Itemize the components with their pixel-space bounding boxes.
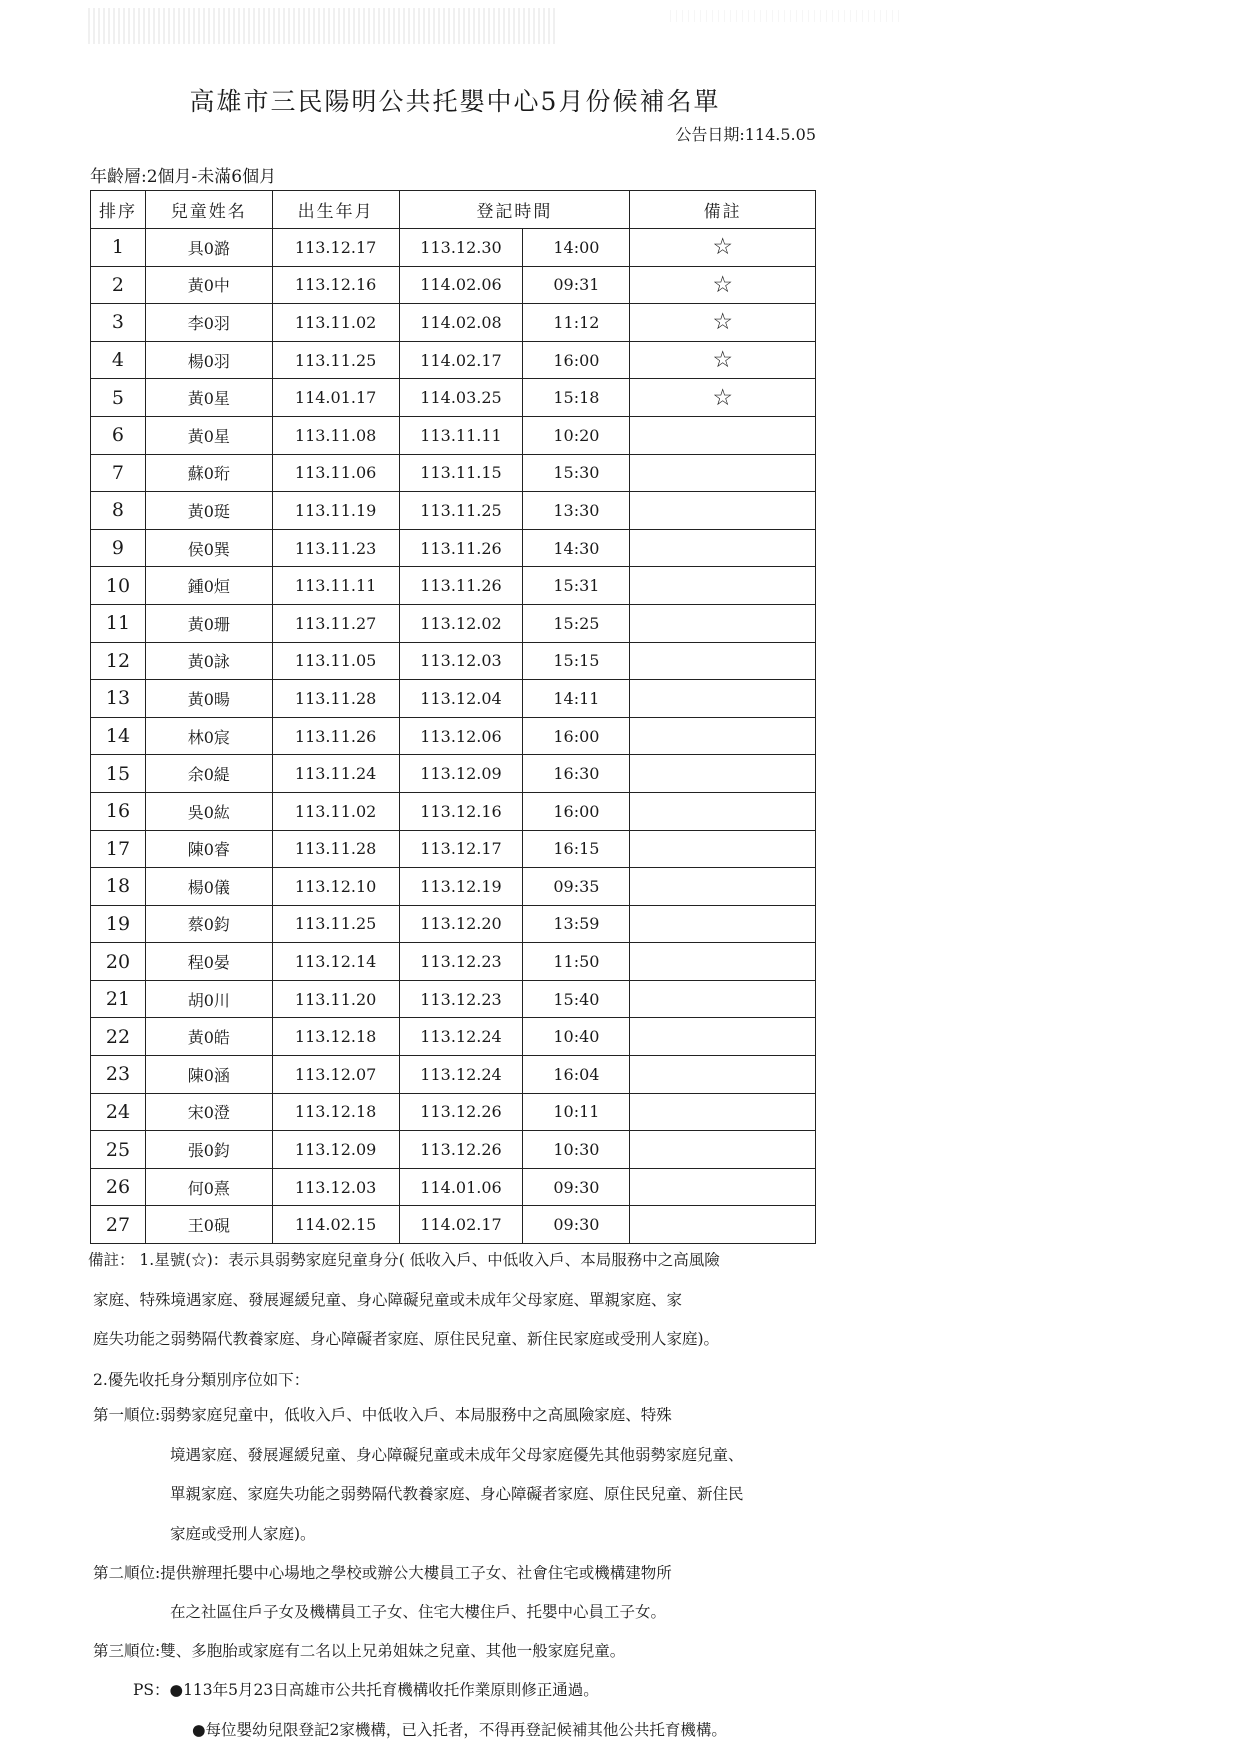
- cell-remark: [630, 1056, 816, 1094]
- cell-birth: 113.12.17: [272, 229, 399, 267]
- cell-remark: [630, 717, 816, 755]
- cell-reg-date: 113.12.17: [399, 830, 523, 868]
- note-line: ●每位嬰幼兒限登記2家機構，已入托者，不得再登記候補其他公共托育機構。: [192, 1721, 727, 1739]
- cell-birth: 113.11.25: [272, 341, 399, 379]
- table-row: [91, 454, 816, 492]
- cell-reg-time: 10:11: [523, 1093, 630, 1131]
- table-row: [91, 1018, 816, 1056]
- table-row: [91, 567, 816, 605]
- cell-birth: 113.12.09: [272, 1131, 399, 1169]
- cell-reg-date: 113.12.09: [399, 755, 523, 793]
- cell-reg-date: 113.12.23: [399, 980, 523, 1018]
- cell-rank: 9: [91, 529, 146, 567]
- cell-remark: [630, 755, 816, 793]
- cell-birth: 113.11.28: [272, 680, 399, 718]
- cell-remark: [630, 792, 816, 830]
- cell-reg-date: 113.12.16: [399, 792, 523, 830]
- cell-name: 陳0睿: [145, 830, 272, 868]
- cell-reg-time: 09:35: [523, 868, 630, 906]
- cell-birth: 113.11.23: [272, 529, 399, 567]
- cell-rank: 2: [91, 266, 146, 304]
- cell-name: 吳0紘: [145, 792, 272, 830]
- table-row: [91, 1093, 816, 1131]
- cell-name: 蔡0鈞: [145, 905, 272, 943]
- table-row: [91, 792, 816, 830]
- note-line: 備註： 1.星號(☆)：表示具弱勢家庭兒童身分( 低收入戶、中低收入戶、本局服務中之高風險: [88, 1251, 720, 1269]
- cell-name: 黃0皓: [145, 1018, 272, 1056]
- cell-reg-time: 09:30: [523, 1206, 630, 1244]
- cell-name: 楊0羽: [145, 341, 272, 379]
- cell-reg-time: 16:04: [523, 1056, 630, 1094]
- cell-remark: [630, 680, 816, 718]
- cell-rank: 20: [91, 943, 146, 981]
- header-remark: 備註: [630, 191, 816, 229]
- cell-name: 宋0澄: [145, 1093, 272, 1131]
- table-row: [91, 416, 816, 454]
- cell-birth: 113.12.18: [272, 1018, 399, 1056]
- cell-remark: [630, 943, 816, 981]
- cell-reg-time: 14:00: [523, 229, 630, 267]
- note-line: 第二順位:提供辦理托嬰中心場地之學校或辦公大樓員工子女、社會住宅或機構建物所: [93, 1564, 672, 1582]
- note-line: 家庭或受刑人家庭)。: [170, 1525, 316, 1543]
- table-row: [91, 943, 816, 981]
- table-row: [91, 1168, 816, 1206]
- cell-reg-date: 113.11.15: [399, 454, 523, 492]
- cell-name: 具0潞: [145, 229, 272, 267]
- cell-birth: 113.11.28: [272, 830, 399, 868]
- cell-remark: [630, 980, 816, 1018]
- table-row: [91, 529, 816, 567]
- cell-reg-date: 113.11.26: [399, 529, 523, 567]
- table-row: [91, 755, 816, 793]
- cell-reg-date: 113.12.04: [399, 680, 523, 718]
- cell-reg-date: 113.12.23: [399, 943, 523, 981]
- announce-date-value: 114.5.05: [744, 125, 816, 144]
- cell-name: 胡0川: [145, 980, 272, 1018]
- cell-birth: 113.12.03: [272, 1168, 399, 1206]
- cell-name: 黃0星: [145, 416, 272, 454]
- cell-reg-date: 113.12.06: [399, 717, 523, 755]
- note-line: 庭失功能之弱勢隔代教養家庭、身心障礙者家庭、原住民兒童、新住民家庭或受刑人家庭)。: [93, 1330, 720, 1348]
- cell-name: 黃0珊: [145, 604, 272, 642]
- cell-rank: 12: [91, 642, 146, 680]
- cell-rank: 27: [91, 1206, 146, 1244]
- cell-rank: 21: [91, 980, 146, 1018]
- cell-reg-date: 113.12.20: [399, 905, 523, 943]
- cell-rank: 25: [91, 1131, 146, 1169]
- cell-birth: 113.11.02: [272, 304, 399, 342]
- cell-birth: 113.11.02: [272, 792, 399, 830]
- cell-remark: [630, 492, 816, 530]
- cell-reg-date: 113.12.24: [399, 1056, 523, 1094]
- cell-name: 張0鈞: [145, 1131, 272, 1169]
- note-line: 第一順位:弱勢家庭兒童中，低收入戶、中低收入戶、本局服務中之高風險家庭、特殊: [93, 1406, 672, 1424]
- cell-rank: 4: [91, 341, 146, 379]
- cell-reg-time: 09:31: [523, 266, 630, 304]
- cell-reg-time: 09:30: [523, 1168, 630, 1206]
- cell-reg-time: 15:30: [523, 454, 630, 492]
- cell-name: 鍾0烜: [145, 567, 272, 605]
- cell-remark: [630, 416, 816, 454]
- header-name: 兒童姓名: [145, 191, 272, 229]
- cell-rank: 8: [91, 492, 146, 530]
- header-registered: 登記時間: [399, 191, 630, 229]
- table-row: [91, 266, 816, 304]
- cell-remark: [630, 1206, 816, 1244]
- age-group: [90, 162, 276, 187]
- table-row: [91, 717, 816, 755]
- cell-reg-time: 15:25: [523, 604, 630, 642]
- cell-reg-time: 10:40: [523, 1018, 630, 1056]
- cell-rank: 22: [91, 1018, 146, 1056]
- cell-remark: ☆: [630, 341, 816, 379]
- cell-remark: [630, 868, 816, 906]
- cell-rank: 23: [91, 1056, 146, 1094]
- note-line: 單親家庭、家庭失功能之弱勢隔代教養家庭、身心障礙者家庭、原住民兒童、新住民: [170, 1485, 744, 1503]
- cell-rank: 1: [91, 229, 146, 267]
- cell-name: 王0硯: [145, 1206, 272, 1244]
- note-line: 家庭、特殊境遇家庭、發展遲緩兒童、身心障礙兒童或未成年父母家庭、單親家庭、家: [93, 1291, 683, 1309]
- cell-remark: [630, 567, 816, 605]
- cell-remark: [630, 604, 816, 642]
- cell-reg-time: 13:59: [523, 905, 630, 943]
- cell-reg-time: 13:30: [523, 492, 630, 530]
- cell-reg-time: 15:18: [523, 379, 630, 417]
- cell-rank: 3: [91, 304, 146, 342]
- table-row: [91, 1206, 816, 1244]
- cell-birth: 114.02.15: [272, 1206, 399, 1244]
- announce-label: 公告日期:: [675, 125, 745, 144]
- cell-rank: 5: [91, 379, 146, 417]
- cell-birth: 113.12.07: [272, 1056, 399, 1094]
- cell-reg-time: 15:40: [523, 980, 630, 1018]
- cell-reg-time: 14:30: [523, 529, 630, 567]
- table-row: [91, 905, 816, 943]
- table-row: [91, 1131, 816, 1169]
- cell-remark: [630, 529, 816, 567]
- cell-remark: [630, 1131, 816, 1169]
- cell-birth: 113.11.06: [272, 454, 399, 492]
- table-row: [91, 304, 816, 342]
- cell-reg-date: 113.12.30: [399, 229, 523, 267]
- cell-name: 余0緹: [145, 755, 272, 793]
- table-row: [91, 604, 816, 642]
- cell-rank: 14: [91, 717, 146, 755]
- scan-artifact: [88, 8, 558, 44]
- cell-reg-time: 11:12: [523, 304, 630, 342]
- cell-reg-time: 10:30: [523, 1131, 630, 1169]
- cell-reg-date: 114.02.06: [399, 266, 523, 304]
- cell-reg-time: 16:00: [523, 792, 630, 830]
- cell-reg-date: 113.11.26: [399, 567, 523, 605]
- cell-reg-date: 114.02.17: [399, 341, 523, 379]
- cell-name: 蘇0珩: [145, 454, 272, 492]
- cell-birth: 113.12.16: [272, 266, 399, 304]
- table-row: [91, 980, 816, 1018]
- cell-reg-time: 10:20: [523, 416, 630, 454]
- cell-name: 侯0巽: [145, 529, 272, 567]
- cell-birth: 113.11.11: [272, 567, 399, 605]
- cell-reg-date: 113.12.26: [399, 1093, 523, 1131]
- note-line: 境遇家庭、發展遲緩兒童、身心障礙兒童或未成年父母家庭優先其他弱勢家庭兒童、: [170, 1446, 744, 1464]
- table-row: [91, 642, 816, 680]
- cell-birth: 113.12.10: [272, 868, 399, 906]
- cell-remark: [630, 642, 816, 680]
- cell-birth: 113.12.14: [272, 943, 399, 981]
- header-rank: 排序: [91, 191, 146, 229]
- cell-birth: 113.11.27: [272, 604, 399, 642]
- age-group-label: 年齡層:: [90, 167, 147, 187]
- cell-name: 黃0星: [145, 379, 272, 417]
- cell-rank: 18: [91, 868, 146, 906]
- cell-birth: 113.11.25: [272, 905, 399, 943]
- cell-rank: 17: [91, 830, 146, 868]
- cell-name: 黃0珽: [145, 492, 272, 530]
- table-row: [91, 868, 816, 906]
- table-row: [91, 379, 816, 417]
- cell-reg-date: 114.03.25: [399, 379, 523, 417]
- cell-birth: 113.11.24: [272, 755, 399, 793]
- cell-remark: ☆: [630, 229, 816, 267]
- cell-remark: [630, 1018, 816, 1056]
- cell-name: 黃0暘: [145, 680, 272, 718]
- cell-name: 黃0詠: [145, 642, 272, 680]
- waitlist-table: [90, 190, 816, 1244]
- cell-reg-date: 113.12.24: [399, 1018, 523, 1056]
- cell-reg-time: 14:11: [523, 680, 630, 718]
- header-birth: 出生年月: [272, 191, 399, 229]
- cell-reg-time: 16:00: [523, 717, 630, 755]
- cell-birth: 113.11.20: [272, 980, 399, 1018]
- cell-reg-date: 113.12.26: [399, 1131, 523, 1169]
- cell-name: 程0晏: [145, 943, 272, 981]
- cell-remark: [630, 1093, 816, 1131]
- cell-name: 林0宸: [145, 717, 272, 755]
- note-line: PS：●113年5月23日高雄市公共托育機構收托作業原則修正通過。: [133, 1681, 599, 1699]
- cell-rank: 19: [91, 905, 146, 943]
- table-row: [91, 830, 816, 868]
- cell-birth: 113.11.26: [272, 717, 399, 755]
- cell-birth: 113.11.08: [272, 416, 399, 454]
- cell-name: 陳0涵: [145, 1056, 272, 1094]
- cell-reg-date: 113.11.25: [399, 492, 523, 530]
- cell-reg-date: 113.12.19: [399, 868, 523, 906]
- table-row: [91, 341, 816, 379]
- table-row: [91, 229, 816, 267]
- cell-name: 李0羽: [145, 304, 272, 342]
- cell-reg-date: 114.02.17: [399, 1206, 523, 1244]
- cell-reg-date: 114.01.06: [399, 1168, 523, 1206]
- announce-date: [560, 122, 816, 145]
- cell-remark: [630, 454, 816, 492]
- cell-rank: 15: [91, 755, 146, 793]
- cell-birth: 113.11.19: [272, 492, 399, 530]
- note-line: 2.優先收托身分類別序位如下：: [93, 1371, 310, 1389]
- cell-rank: 11: [91, 604, 146, 642]
- cell-rank: 7: [91, 454, 146, 492]
- cell-rank: 26: [91, 1168, 146, 1206]
- cell-remark: ☆: [630, 379, 816, 417]
- cell-birth: 113.12.18: [272, 1093, 399, 1131]
- document-title: 高雄市三民陽明公共托嬰中心5月份候補名單: [189, 87, 721, 116]
- age-group-value: 2個月-未滿6個月: [146, 167, 277, 187]
- cell-birth: 114.01.17: [272, 379, 399, 417]
- cell-reg-date: 113.11.11: [399, 416, 523, 454]
- cell-rank: 13: [91, 680, 146, 718]
- cell-rank: 6: [91, 416, 146, 454]
- table-row: [91, 680, 816, 718]
- cell-remark: [630, 905, 816, 943]
- note-line: 第三順位:雙、多胞胎或家庭有二名以上兄弟姐妹之兒童、其他一般家庭兒童。: [93, 1642, 626, 1660]
- cell-reg-time: 16:00: [523, 341, 630, 379]
- table-row: [91, 1056, 816, 1094]
- cell-reg-time: 15:31: [523, 567, 630, 605]
- cell-remark: ☆: [630, 266, 816, 304]
- table-row: [91, 492, 816, 530]
- cell-birth: 113.11.05: [272, 642, 399, 680]
- cell-reg-date: 114.02.08: [399, 304, 523, 342]
- cell-remark: [630, 830, 816, 868]
- cell-reg-time: 15:15: [523, 642, 630, 680]
- cell-rank: 16: [91, 792, 146, 830]
- cell-name: 黃0中: [145, 266, 272, 304]
- scan-artifact: [670, 10, 900, 22]
- cell-reg-time: 16:15: [523, 830, 630, 868]
- cell-reg-date: 113.12.03: [399, 642, 523, 680]
- cell-reg-time: 16:30: [523, 755, 630, 793]
- cell-remark: [630, 1168, 816, 1206]
- cell-rank: 24: [91, 1093, 146, 1131]
- note-line: 在之社區住戶子女及機構員工子女、住宅大樓住戶、托嬰中心員工子女。: [170, 1603, 667, 1621]
- cell-name: 何0熹: [145, 1168, 272, 1206]
- cell-reg-time: 11:50: [523, 943, 630, 981]
- cell-name: 楊0儀: [145, 868, 272, 906]
- cell-reg-date: 113.12.02: [399, 604, 523, 642]
- cell-remark: ☆: [630, 304, 816, 342]
- cell-rank: 10: [91, 567, 146, 605]
- table-header-row: [91, 191, 816, 229]
